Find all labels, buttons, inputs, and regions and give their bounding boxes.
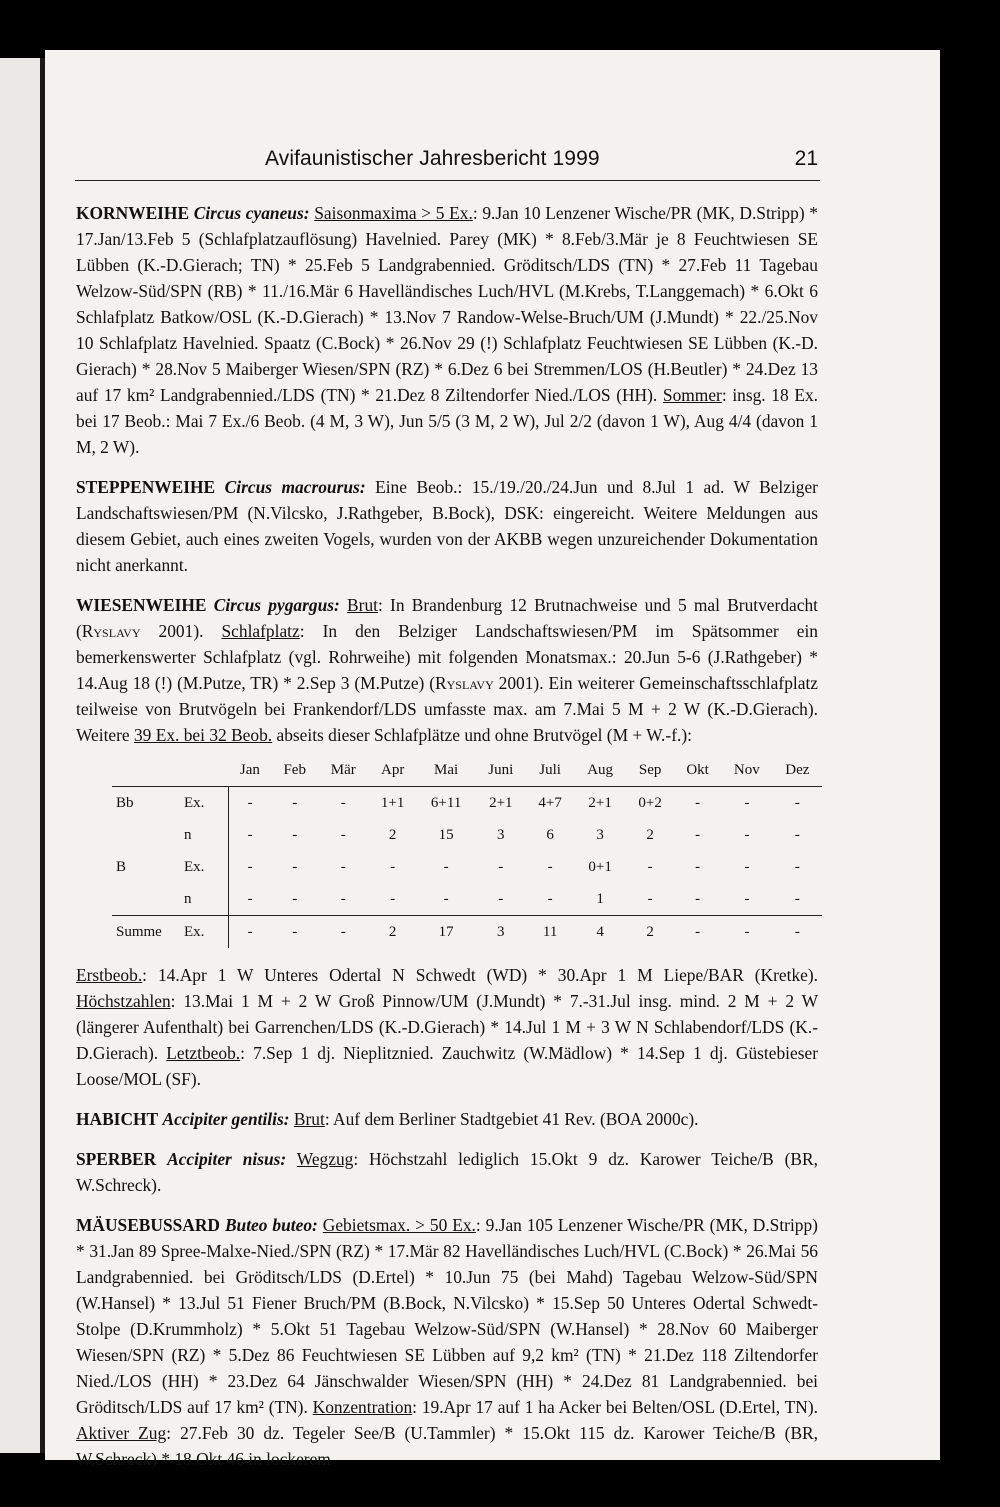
table-cell: - <box>547 859 553 875</box>
table-cell: - <box>247 827 253 843</box>
entry-text: Eine Beob.: 15./19./20./24.Jun und 8.Jul 1 ad. W Belziger Landschaftswiesen/PM (N.Vilcsko, J.Rathgeber, B.Bock), DSK: eingereicht. Weitere Meldungen aus diesem Gebiet, auch eines zweiten Vogels, wurden von der AKBB wegen unzureichender Dokumentation nicht anerkannt. <box>76 477 818 575</box>
colon: : <box>280 1149 287 1169</box>
scientific-name: Circus cyaneus <box>193 203 304 223</box>
wiesenweihe-monthly-table <box>112 754 822 948</box>
month-header: Sep <box>626 754 674 787</box>
colon: : <box>359 477 366 497</box>
month-header: Jan <box>229 754 272 787</box>
table-cell: - <box>794 827 800 843</box>
citation: Ryslavy <box>435 673 494 693</box>
table-cell: 2+1 <box>489 795 513 811</box>
table-body <box>112 787 822 949</box>
table-cell: - <box>390 859 396 875</box>
table-cell: - <box>794 891 800 907</box>
entry-text: : insg. 18 Ex. bei 17 Beob.: Mai 7 Ex./6 Beob. (4 M, 3 W), Jun 5/5 (3 M, 2 W), Jul 2/2 (davon 1 W), Aug 4/4 (davon 1 M, 2 W). <box>76 385 818 457</box>
table-cell: - <box>773 916 822 949</box>
scientific-name: Accipiter gentilis <box>162 1109 284 1129</box>
row-group-label <box>112 819 180 851</box>
table-cell: - <box>498 859 504 875</box>
species-name: KORNWEIHE <box>76 203 190 223</box>
month-header: Aug <box>574 754 626 787</box>
month-header: Juli <box>526 754 574 787</box>
table-cell: 0+2 <box>638 795 662 811</box>
section-term: Konzentration <box>312 1397 413 1417</box>
colon: : <box>312 1215 318 1235</box>
table-cell: - <box>340 827 346 843</box>
table-row <box>112 819 822 851</box>
colon: : <box>334 595 340 615</box>
table-cell: - <box>443 891 449 907</box>
table-cell: - <box>292 827 298 843</box>
table-cell: - <box>340 795 346 811</box>
entry-text: : 9.Jan 10 Lenzener Wische/PR (MK, D.Stripp) * 17.Jan/13.Feb 5 (Schlafplatzauflösung) Havelnied. Parey (MK) * 8.Feb/3.Mär je 8 Feuchtwiesen SE Lübben (K.-D.Gierach; TN) * 25.Feb 5 Landgrabennied. Gröditsch/LDS (TN) * 27.Feb 11 Tagebau Welzow-Süd/SPN (RB) * 11./16.Mär 6 Havelländisches Luch/HVL (M.Krebs, T.Langgemach) * 6.Okt 6 Schlafplatz Batkow/OSL (K.-D.Gierach) * 13.Nov 7 Randow-Welse-Bruch/UM (J.Mundt) * 22./25.Nov 10 Schlafplatz Havelnied. Spaatz (C.Bock) * 26.Nov 29 (!) Schlafplatz Feuchtwiesen SE Lübben (K.-D. Gierach) * 28.Nov 5 Maiberger Wiesen/SPN (RZ) * 6.Dez 6 bei Stremmen/LOS (H.Beutler) * 24.Dez 13 auf 17 km² Landgrabennied./LDS (TN) * 21.Dez 8 Ziltendorfer Nied./LOS (HH). <box>76 203 818 405</box>
entry-text: : 9.Jan 105 Lenzener Wische/PR (MK, D.Stripp) * 31.Jan 89 Spree-Malxe-Nied./SPN (RZ) * 17.Mär 82 Havelländisches Luch/HVL (C.Bock) * 26.Mai 56 Landgrabennied. bei Gröditsch/LDS (D.Ertel) * 10.Jun 75 (bei Mahd) Tagebau Welzow-Süd/SPN (W.Hansel) * 13.Jul 51 Fiener Bruch/PM (B.Bock, N.Vilcsko) * 15.Sep 50 Unteres Odertal Schwedt-Stolpe (D.Krummholz) * 5.Okt 51 Tagebau Welzow-Süd/SPN (W.Hansel) * 28.Nov 60 Maiberger Wiesen/SPN (RZ) * 5.Dez 86 Feuchtwiesen SE Lübben auf 9,2 km² (TN) * 21.Dez 118 Ziltendorfer Nied./LOS (HH) * 23.Dez 64 Jänschwalder Wiesen/SPN (HH) * 24.Dez 81 Landgrabennied. bei Gröditsch/LDS auf 17 km² (TN). <box>76 1215 818 1417</box>
running-title: Avifaunistischer Jahresbericht 1999 <box>265 147 600 170</box>
row-type-label: Ex. <box>180 851 229 883</box>
table-cell: - <box>547 891 553 907</box>
section-term: Wegzug <box>296 1149 354 1169</box>
row-group-label: Bb <box>116 795 134 811</box>
table-cell: 15 <box>438 827 454 843</box>
table-cell: - <box>695 891 701 907</box>
entry-kornweihe <box>76 200 818 460</box>
table-cell: 2 <box>388 827 397 843</box>
entry-maeusebussard <box>76 1212 818 1472</box>
table-cell: - <box>247 891 253 907</box>
table-cell: 4+7 <box>538 795 562 811</box>
species-name: WIESENWEIHE <box>76 595 207 615</box>
entry-wiesenweihe-dates <box>76 962 818 1092</box>
row-group-label <box>112 883 180 916</box>
table-row <box>112 787 822 820</box>
month-header: Nov <box>721 754 773 787</box>
section-term: Gebietsmax. > 50 Ex. <box>322 1215 476 1235</box>
table-cell: 3 <box>476 916 527 949</box>
table-cell: - <box>340 891 346 907</box>
month-header: Mai <box>417 754 476 787</box>
table-cell: - <box>247 859 253 875</box>
row-group-label: B <box>116 859 127 875</box>
entry-sperber <box>76 1146 818 1198</box>
citation: Ryslavy <box>81 621 141 641</box>
table-cell: 4 <box>574 916 626 949</box>
month-header: Apr <box>369 754 417 787</box>
table-cell: - <box>271 916 318 949</box>
table-cell: 2 <box>646 827 654 843</box>
section-term: Aktiver Zug <box>76 1423 167 1443</box>
table-cell: 3 <box>596 827 604 843</box>
table-cell: - <box>695 859 701 875</box>
table-cell: - <box>744 795 750 811</box>
row-type-label: Ex. <box>180 916 229 949</box>
entry-wiesenweihe <box>76 592 818 748</box>
row-type-label: Ex. <box>180 787 229 820</box>
section-term: Saisonmaxima > 5 Ex. <box>314 203 473 223</box>
table-cell: - <box>744 827 750 843</box>
table-cell: 11 <box>526 916 574 949</box>
table-cell: 6 <box>546 827 554 843</box>
table-header-row <box>112 754 822 787</box>
table-cell: 1+1 <box>380 795 405 811</box>
table-cell: - <box>292 859 298 875</box>
table-cell: 0+1 <box>588 859 612 875</box>
entry-text: : Auf dem Berliner Stadtgebiet 41 Rev. (BOA 2000c). <box>324 1109 699 1129</box>
section-term: Sommer <box>662 385 722 405</box>
table-cell: - <box>390 891 396 907</box>
table-row <box>112 916 822 949</box>
scientific-name: Circus pygargus <box>213 595 335 615</box>
table-cell: 2 <box>626 916 674 949</box>
entry-steppenweihe <box>76 474 818 578</box>
table-cell: - <box>340 859 346 875</box>
entry-text: : In den Belziger Landschaftswiesen/PM im Spätsommer ein bemerkenswerter Schlafplatz (vgl. Rohrweihe) mit folgenden Monatsmax.: 20.Jun 5-6 (J.Rathgeber) * 14.Aug 18 (!) (M.Putze, TR) * 2.Sep 3 (M.Putze) ( <box>76 621 818 693</box>
colon: : <box>303 203 310 223</box>
section-term: Brut <box>293 1109 325 1129</box>
page-header <box>75 140 820 181</box>
table-corner <box>112 754 180 787</box>
table-cell: - <box>647 891 653 907</box>
entry-text: : 19.Apr 17 auf 1 ha Acker bei Belten/OSL (D.Ertel, TN). <box>412 1397 818 1417</box>
scientific-name: Accipiter nisus <box>167 1149 281 1169</box>
table-cell: - <box>498 891 504 907</box>
month-header: Dez <box>773 754 822 787</box>
table-cell: - <box>794 795 800 811</box>
table-cell: - <box>695 795 701 811</box>
table-cell: - <box>292 795 298 811</box>
colon: : <box>283 1109 290 1129</box>
table-cell: - <box>794 859 800 875</box>
month-header: Feb <box>271 754 318 787</box>
table-corner <box>180 754 229 787</box>
month-header: Mär <box>318 754 369 787</box>
entry-text: : 27.Feb 30 dz. Tegeler See/B (U.Tammler) * 15.Okt 115 dz. Karower Teiche/B (BR, W.Schreck) * 18.Okt 46 in lockerem <box>76 1423 818 1469</box>
table-cell: - <box>721 916 773 949</box>
entry-text: : 14.Apr 1 W Unteres Odertal N Schwedt (WD) * 30.Apr 1 M Liepe/BAR (Kretke). <box>142 965 818 985</box>
table-cell: - <box>674 916 721 949</box>
table-cell: 2 <box>369 916 417 949</box>
table-cell: - <box>647 859 653 875</box>
entry-text: : 7.Sep 1 dj. Nieplitznied. Zauchwitz (W.Mädlow) * 14.Sep 1 dj. Güstebieser Loose/MOL (SF). <box>76 1043 818 1089</box>
row-type-label: n <box>180 819 229 851</box>
table-cell: - <box>744 859 750 875</box>
table-cell: 6+11 <box>430 795 462 811</box>
table-cell: - <box>292 891 298 907</box>
table-row <box>112 851 822 883</box>
row-type-label: n <box>180 883 229 916</box>
entry-text: : In Brandenburg 12 Brutnachweise und 5 mal Brutverdacht ( <box>76 595 818 641</box>
month-header: Okt <box>674 754 721 787</box>
table-cell: 17 <box>417 916 476 949</box>
month-header: Juni <box>476 754 527 787</box>
table-cell: 1 <box>596 891 604 907</box>
table-cell: - <box>318 916 369 949</box>
section-term: 39 Ex. bei 32 Beob. <box>133 725 273 745</box>
table-cell: - <box>247 795 253 811</box>
species-name: STEPPENWEIHE <box>76 477 216 497</box>
page-number: 21 <box>794 147 818 170</box>
table-cell: 3 <box>497 827 505 843</box>
section-term: Schlafplatz <box>221 621 300 641</box>
section-term: Höchstzahlen <box>76 991 171 1011</box>
entry-text: 2001). <box>140 621 222 641</box>
facing-page-edge <box>0 58 40 1453</box>
table-cell: - <box>443 859 449 875</box>
scientific-name: Circus macrourus <box>224 477 360 497</box>
scientific-name: Buteo buteo <box>224 1215 313 1235</box>
species-entries <box>76 200 818 1486</box>
row-group-label: Summe <box>112 916 180 949</box>
species-name: SPERBER <box>76 1149 157 1169</box>
entry-text: 2001). Ein weiterer Gemeinschaftsschlafplatz teilweise von Brutvögeln bei Frankendorf/LDS umfasste max. am 7.Mai 5 M + 2 W (K.-D.Gierach). Weitere <box>76 673 818 745</box>
section-term: Letztbeob. <box>166 1043 241 1063</box>
entry-text: : 13.Mai 1 M + 2 W Groß Pinnow/UM (J.Mundt) * 7.-31.Jul insg. mind. 2 M + 2 W (längerer Aufenthalt) bei Garrenchen/LDS (K.-D.Gierach) * 14.Jul 1 M + 3 W N Schlabendorf/LDS (K.-D.Gierach). <box>76 991 818 1063</box>
table-row <box>112 883 822 916</box>
species-name: HABICHT <box>76 1109 159 1129</box>
species-name: MÄUSEBUSSARD <box>76 1215 220 1235</box>
table-cell: 2+1 <box>588 795 612 811</box>
entry-text: : Höchstzahl lediglich 15.Okt 9 dz. Karower Teiche/B (BR, W.Schreck). <box>76 1149 818 1195</box>
section-term: Erstbeob. <box>76 965 143 985</box>
table-cell: - <box>695 827 701 843</box>
entry-text: abseits dieser Schlafplätze und ohne Brutvögel (M + W.-f.): <box>272 725 692 745</box>
section-term: Brut <box>347 595 378 615</box>
table-cell: - <box>744 891 750 907</box>
entry-habicht <box>76 1106 818 1132</box>
table-cell: - <box>229 916 272 949</box>
